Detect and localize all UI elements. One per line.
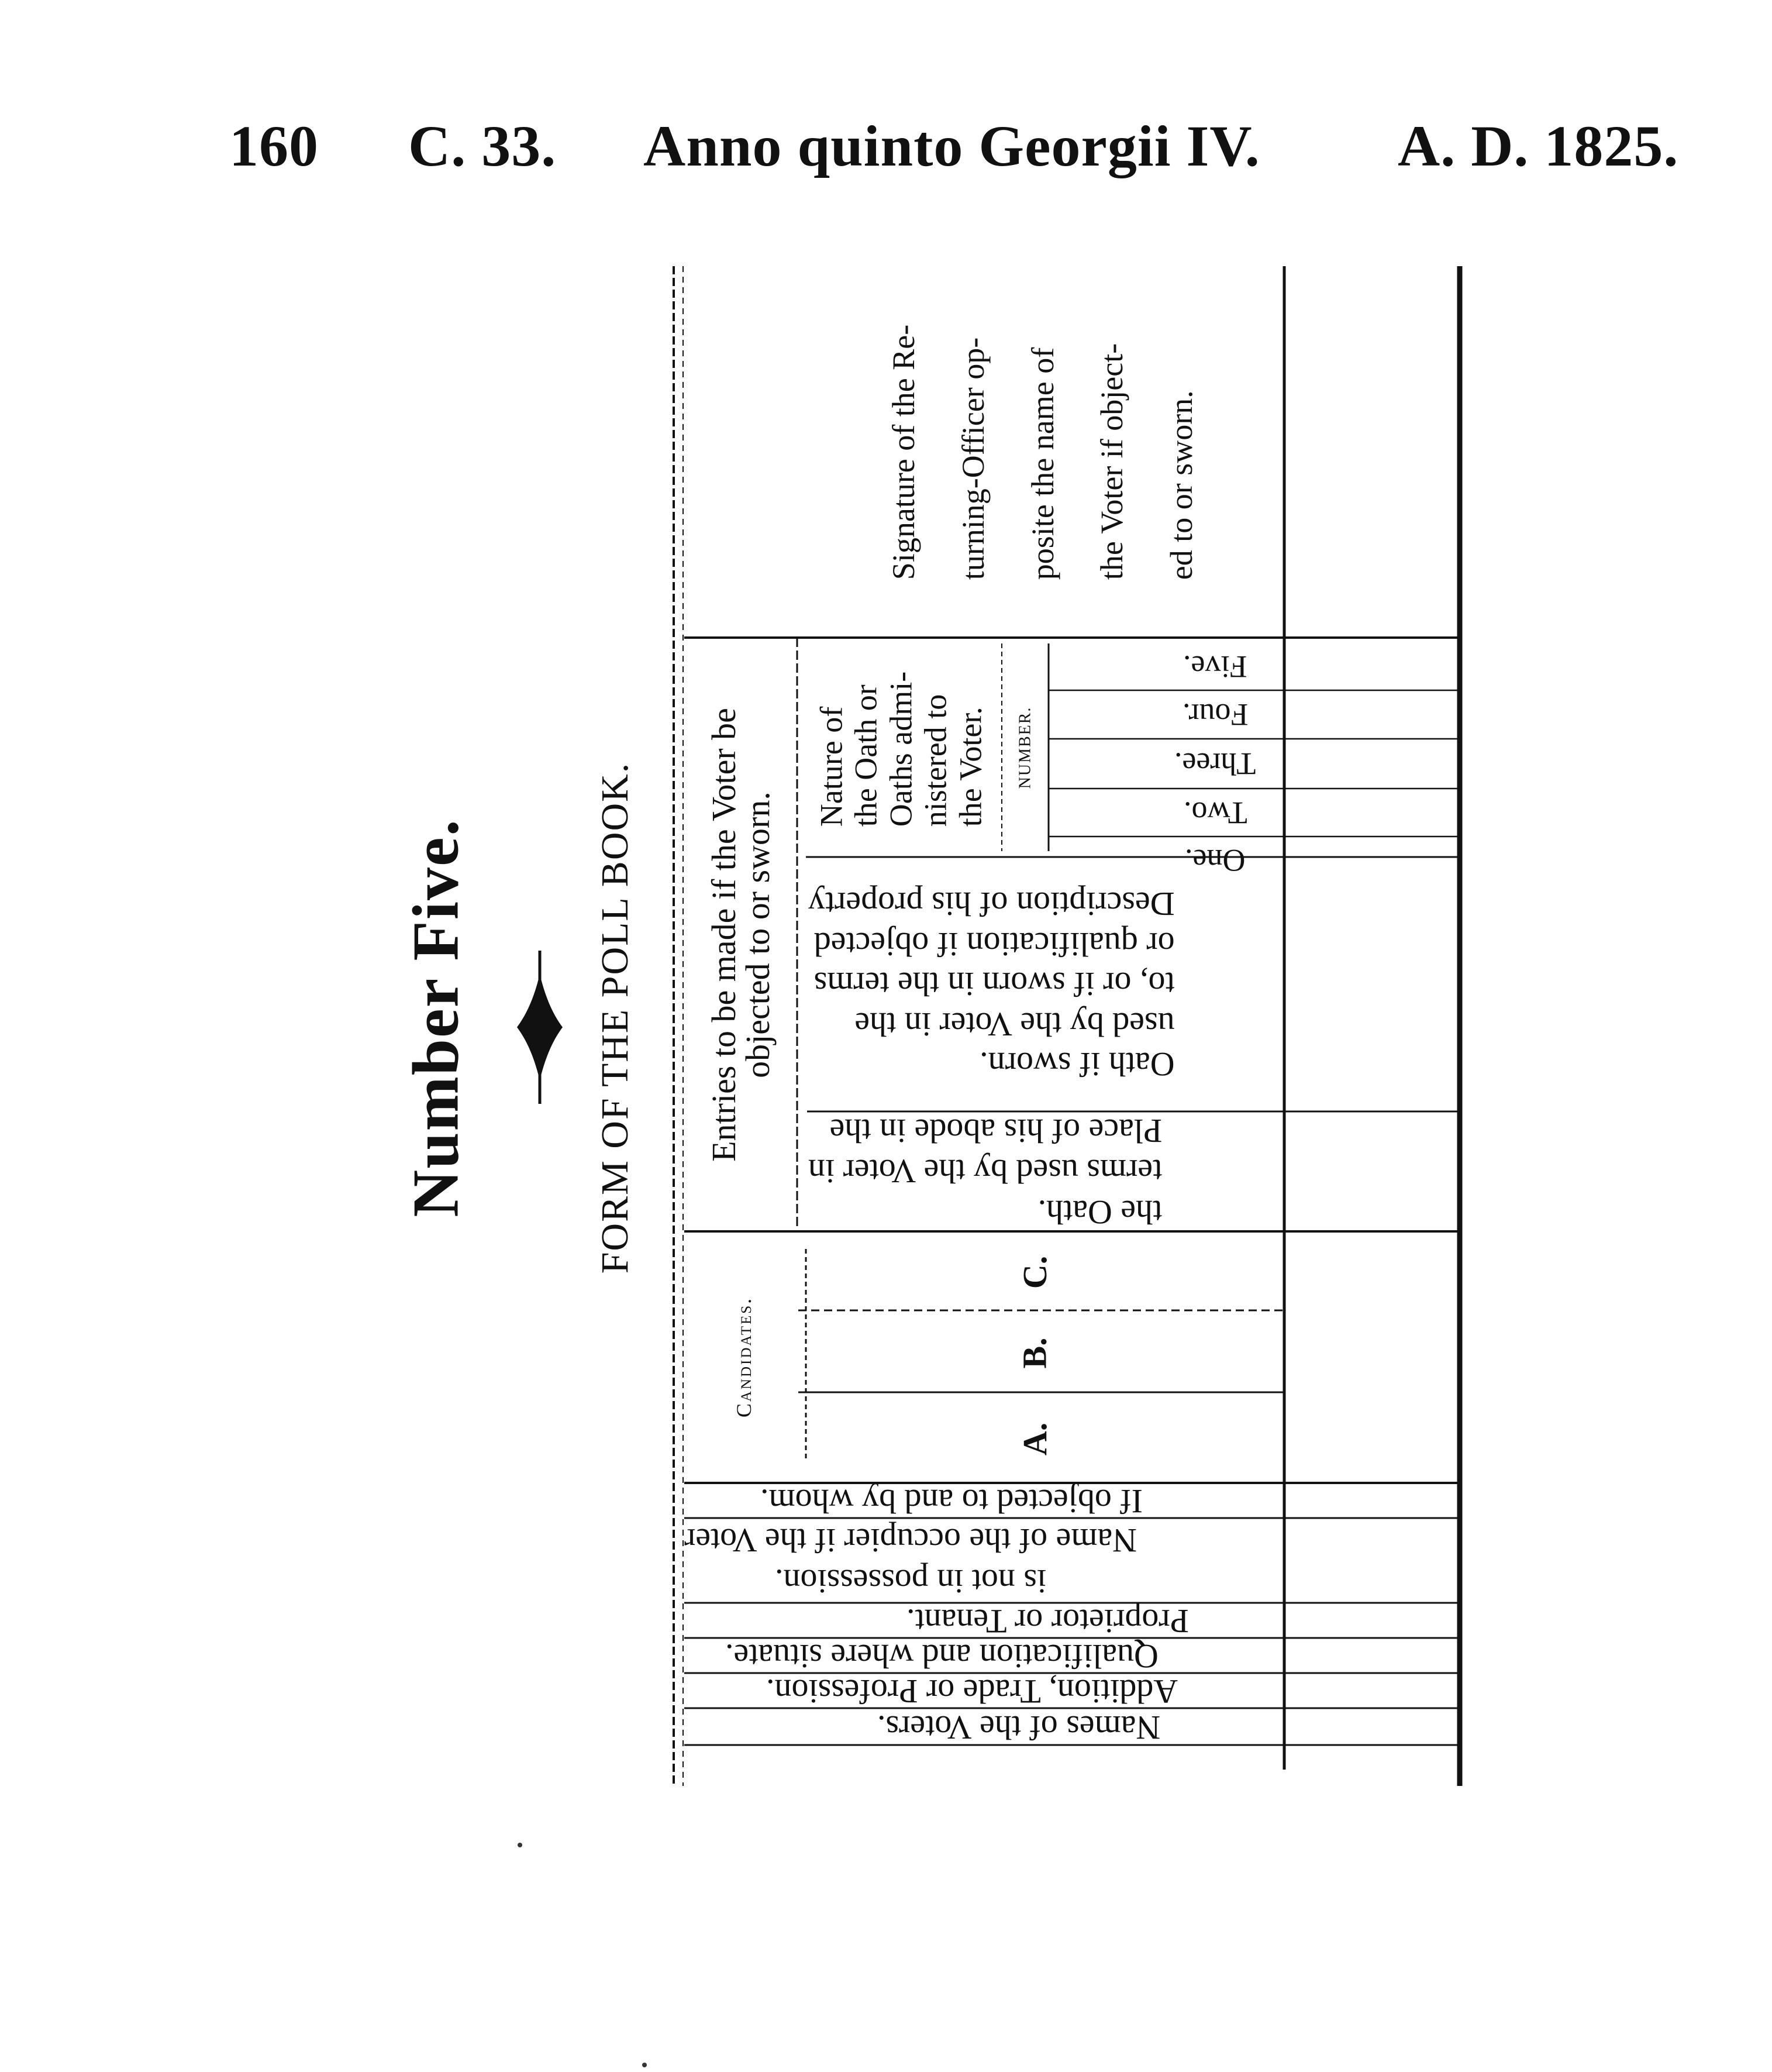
candidates-heading: Candidates. (732, 1296, 756, 1418)
occupier-line: is not in possession. (775, 1562, 1047, 1601)
qualification-header: Qualification and where situate. (725, 1637, 1159, 1675)
signature-column-header (801, 266, 1284, 638)
diamond-ornament (513, 951, 566, 1104)
occupier-line: Name of the occupier if the Voter (684, 1522, 1137, 1560)
abode-line: Place of his abode in the (829, 1111, 1163, 1150)
nature-of-oath-header (800, 643, 1002, 854)
desc-line: Oath if sworn. (980, 1045, 1175, 1084)
nature-line: Nature of (813, 706, 849, 827)
proprietor-tenant-header: Proprietor or Tenant. (906, 1602, 1189, 1640)
number-row-five: Five. (1183, 649, 1247, 684)
entries-heading (684, 641, 797, 1228)
number-row-four: Four. (1182, 697, 1249, 732)
desc-line: to, or if sworn in the terms (813, 965, 1175, 1004)
candidate-c: C. (1015, 1255, 1054, 1289)
number-row-one: One. (1185, 843, 1246, 878)
candidate-a: A. (1015, 1422, 1054, 1456)
property-description-header (802, 860, 1284, 1109)
voter-names-header: Names of the Voters. (877, 1708, 1161, 1747)
number-row-two: Two. (1183, 796, 1247, 831)
abode-line: the Oath. (1037, 1193, 1163, 1231)
poll-book-table (673, 266, 1467, 1786)
entries-heading-line: Entries to be made if the Voter be (704, 707, 743, 1162)
signature-line: ed to or sworn. (1164, 390, 1199, 580)
page-number: 160 (229, 113, 319, 178)
year: A. D. 1825. (1398, 113, 1679, 178)
place-of-abode-header (802, 1111, 1284, 1231)
entries-heading-line: objected to or sworn. (738, 791, 777, 1078)
nature-line: the Oath or (848, 684, 884, 827)
signature-line: turning-Officer op- (955, 337, 991, 580)
candidate-b: B. (1016, 1337, 1054, 1369)
form-title: FORM OF THE POLL BOOK. (594, 762, 636, 1274)
print-speck (642, 2063, 647, 2067)
chapter-reference: C. 33. (408, 113, 557, 178)
number-label: NUMBER. (1016, 706, 1035, 789)
number-row-three: Three. (1174, 746, 1256, 782)
nature-line: Oaths admi- (882, 671, 918, 827)
print-speck (518, 1843, 522, 1847)
schedule-number-heading: Number Five. (399, 818, 473, 1217)
addition-trade-header: Addition, Trade or Profession. (766, 1672, 1178, 1710)
nature-line: nistered to (918, 694, 953, 827)
desc-line: or qualification if objected (813, 925, 1175, 964)
regnal-year-title: Anno quinto Georgii IV. (643, 113, 1260, 178)
signature-line: posite the name of (1025, 347, 1060, 580)
abode-line: terms used by the Voter in (808, 1152, 1163, 1191)
nature-line: the Voter. (952, 706, 988, 827)
signature-line: the Voter if object- (1094, 343, 1130, 580)
desc-line: used by the Voter in the (854, 1006, 1175, 1044)
occupier-header (684, 1519, 1284, 1603)
desc-line: Description of his property (808, 885, 1175, 924)
objected-by-whom-header: If objected to and by whom. (760, 1482, 1143, 1520)
signature-line: Signature of the Re- (886, 324, 921, 580)
